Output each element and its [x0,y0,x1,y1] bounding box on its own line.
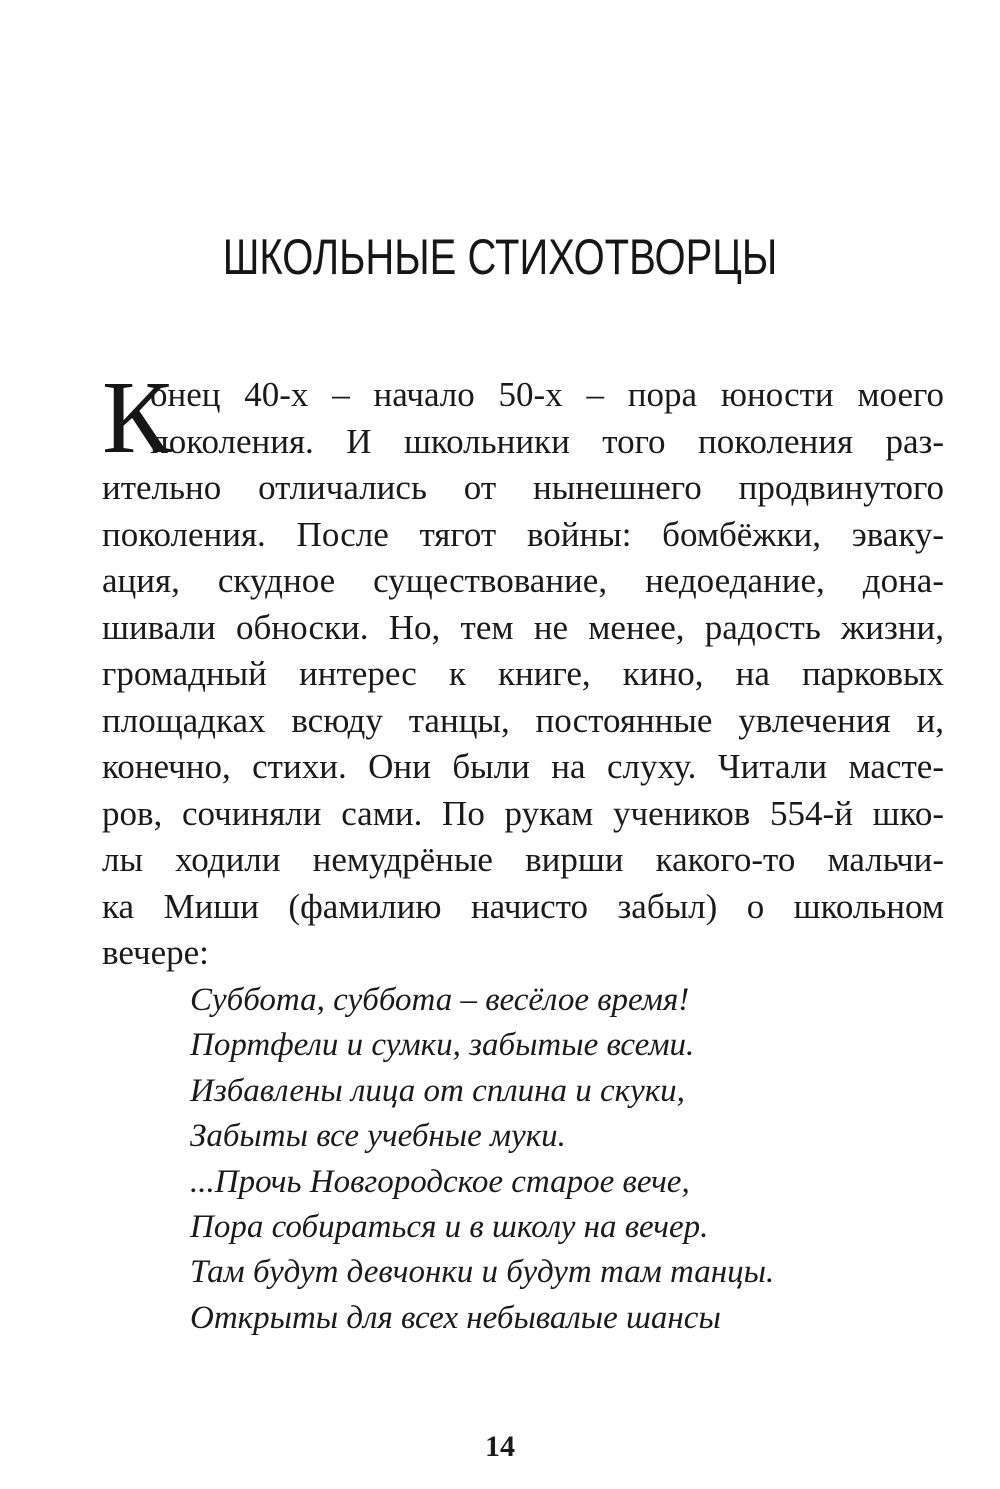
poem-line: Суббота, суббота – весёлое время! [190,982,690,1018]
paragraph-line: вечере: [102,933,209,972]
drop-cap: К [102,360,172,475]
paragraph-line: громадный интерес к книге, кино, на парковых [102,654,944,693]
poem-line: Портфели и сумки, забытые всеми. [190,1027,695,1064]
page-number: 14 [485,1430,515,1463]
paragraph-line: онец 40-х – начало 50-х – пора юности моего [150,375,944,414]
paragraph [102,372,944,977]
paragraph-line: ров, сочиняли сами. По рукам учеников 554-й шко- [102,793,944,833]
poem-line: Пора собираться и в школу на вечер. [190,1208,709,1245]
paragraph-line: поколения. И школьники того поколения раз- [150,421,944,461]
paragraph-line: лы ходили немудрёные вирши какого-то мальчи- [102,840,944,879]
poem-line: ...Прочь Новгородское старое вече, [190,1163,690,1200]
paragraph-line: ительно отличались от нынешнего продвинутого [102,468,944,507]
paragraph-line: ация, скудное существование, недоедание, дона- [102,561,944,600]
paragraph-line: конечно, стихи. Они были на слуху. Читали масте- [102,747,944,786]
poem-line: Там будут девчонки и будут там танцы. [190,1254,775,1291]
chapter-title: ШКОЛЬНЫЕ СТИХОТВОРЦЫ [222,229,778,285]
paragraph-line: поколения. После тягот войны: бомбёжки, эваку- [102,514,944,554]
poem-line: Забыты все учебные муки. [190,1118,566,1155]
paragraph-line: ка Миши (фамилию начисто забыл) о школьном [102,886,944,926]
paragraph-line: площадках всюду танцы, постоянные увлечения и, [102,700,944,740]
poem [190,978,774,1341]
poem-line: Избавлены лица от сплина и скуки, [190,1072,685,1109]
poem-line: Открыты для всех небывалые шансы [190,1299,721,1336]
paragraph-line: шивали обноски. Но, тем не менее, радость жизни, [102,607,944,647]
